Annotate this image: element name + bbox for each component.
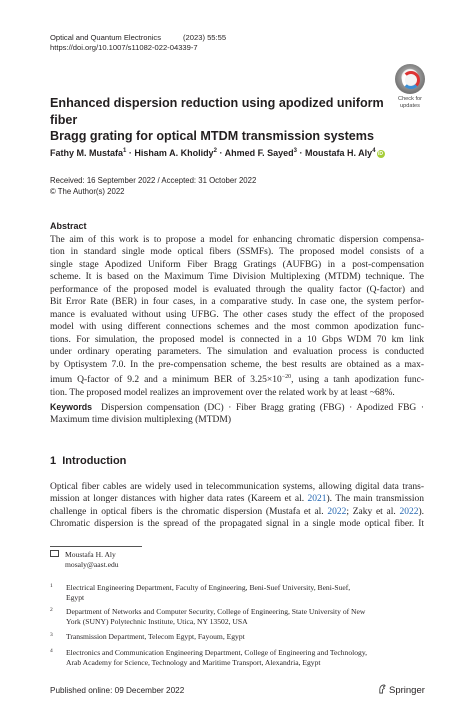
author-affiliation: 2 — [213, 148, 217, 154]
intro-line — [50, 493, 424, 505]
intro-text: ). — [418, 506, 425, 517]
copyright-notice: © The Author(s) 2022 — [50, 186, 125, 196]
abstract-line: performance of the proposed model is evaluated through the quality factor (Q-factor) and — [50, 284, 424, 295]
abstract-line: model with using different connections schemes and the most common apodization func- — [50, 322, 424, 333]
author-name[interactable]: Ahmed F. Sayed — [224, 148, 294, 158]
author-separator: · — [219, 148, 223, 158]
received-accepted-dates: Received: 16 September 2022 / Accepted: 31 October 2022 — [50, 176, 257, 185]
intro-text: challenge in optical fibers is the chromatic dispersion (Mustafa et al. — [50, 506, 328, 517]
affiliation-line: Electronics and Communication Engineering Department, College of Engineering and Technology, — [66, 648, 368, 657]
author-name[interactable]: Moustafa H. Aly — [305, 148, 373, 158]
intro-text: ; Zaky et al. — [346, 506, 400, 517]
author-affiliation: 1 — [123, 148, 127, 154]
corresponding-email[interactable]: mosaly@aast.edu — [65, 559, 119, 569]
abstract-line-end: , using a tanh apodization func- — [291, 375, 424, 386]
author-name[interactable]: Fathy M. Mustafa — [50, 148, 124, 158]
abstract-line: single stage Apodized Uniform Fiber Bragg Gratings (AUFBG) in a post-compensation — [50, 259, 424, 270]
citation-link[interactable]: 2022 — [327, 506, 347, 517]
abstract-text — [50, 234, 424, 399]
envelope-icon — [50, 550, 59, 557]
abstract-line: Bit Error Rate (BER) in four cases, in a comparative study. In case one, the system perfor- — [50, 297, 424, 308]
springer-horse-icon — [378, 684, 387, 694]
affiliation-number: 2 — [50, 607, 53, 613]
affiliation-line: Transmission Department, Telecom Egypt, Fayoum, Egypt — [66, 632, 245, 641]
publisher-logo — [378, 684, 425, 696]
affiliation-line: Egypt — [66, 592, 85, 602]
journal-citation: (2023) 55:55 — [183, 33, 227, 42]
abstract-heading: Abstract — [50, 221, 87, 231]
article-dates — [50, 176, 256, 197]
intro-text: mission at longer distances with higher data rates (Kareem et al. — [50, 494, 308, 505]
affiliation — [50, 632, 424, 642]
citation-link[interactable]: 2022 — [399, 506, 419, 517]
intro-text: ). The main transmission — [326, 494, 424, 505]
section-heading — [50, 455, 126, 467]
author-affiliation: 3 — [293, 148, 297, 154]
abstract-line: The aim of this work is to propose a model for enhancing chromatic dispersion compensa- — [50, 235, 424, 245]
keywords-line: Maximum time division multiplexing (MTDM) — [50, 415, 232, 426]
paper-title — [50, 95, 390, 145]
keywords-text: Dispersion compensation (DC) · Fiber Bragg grating (FBG) · Apodized FBG · — [101, 403, 425, 413]
affiliation-number: 4 — [50, 648, 53, 654]
affiliation-line: Department of Networks and Computer Security, College of Engineering, State University of New — [66, 607, 366, 616]
check-for-updates-icon — [395, 64, 425, 94]
affiliation — [50, 648, 424, 668]
intro-line: Optical fiber cables are widely used in telecommunication systems, allowing digital data trans- — [50, 482, 424, 492]
abstract-line: mance is evaluated without using UFBG. The other cases study the effect of the proposed — [50, 309, 424, 320]
author-affiliation: 4 — [372, 148, 376, 154]
author-list — [50, 148, 385, 158]
badge-line-1: Check for — [398, 96, 422, 102]
title-line: Bragg grating for optical MTDM transmission systems — [50, 129, 374, 143]
journal-name: Optical and Quantum Electronics — [50, 33, 162, 42]
affiliation — [50, 583, 424, 603]
affiliation-number: 1 — [50, 583, 53, 589]
journal-header — [50, 33, 226, 53]
abstract-line: scheme. It is based on the Maximum Time Division Multiplexing (MTDM) technique. The — [50, 272, 424, 283]
author-name[interactable]: Hisham A. Kholidy — [134, 148, 214, 158]
intro-line: Chromatic dispersion is the spread of the propagated signal in a single mode optical fiber. It — [50, 519, 424, 530]
abstract-line-start: imum Q-factor of 9.2 and a minimum BER of 3.25×10 — [50, 375, 282, 386]
keywords — [50, 401, 424, 427]
abstract-line-ber — [50, 371, 424, 387]
badge-line-2: updates — [400, 102, 420, 109]
title-line: Enhanced dispersion reduction using apodized uniform fiber — [50, 96, 384, 127]
author-separator: · — [128, 148, 132, 158]
abstract-line: tion in standard single mode optical fibers (SSMFs). The proposed model consists of a — [50, 247, 424, 258]
keywords-line — [50, 401, 424, 414]
introduction-text — [50, 481, 424, 531]
affiliation-line: Electrical Engineering Department, Faculty of Engineering, Beni-Suef University, Beni-Suef, — [66, 583, 351, 592]
affiliation-number: 3 — [50, 632, 53, 638]
abstract-line: tions. For simulation, the proposed model is connected in a 10 Gbps WDM 70 km link — [50, 334, 424, 345]
abstract-line: by Optisystem 7.0. In the pre-compensation scheme, the best results are obtained as a max- — [50, 359, 424, 370]
affiliation-line: Arab Academy for Science, Technology and Maritime Transport, Alexandria, Egypt — [66, 657, 321, 667]
abstract-line: tion. The proposed model realizes an improvement over the related work by at least ~68%. — [50, 387, 395, 398]
citation-link[interactable]: 2021 — [307, 494, 327, 505]
publisher-name: Springer — [389, 685, 425, 696]
intro-line — [50, 506, 424, 518]
check-for-updates-badge[interactable] — [391, 64, 429, 109]
keywords-label: Keywords — [50, 402, 93, 412]
corresponding-name: Moustafa H. Aly — [65, 550, 116, 559]
ber-exponent: −20 — [281, 373, 292, 380]
footnote-divider — [50, 546, 142, 547]
author-separator: · — [299, 148, 303, 158]
published-date: Published online: 09 December 2022 — [50, 686, 185, 695]
section-title: Introduction — [62, 455, 127, 467]
doi-link[interactable]: https://doi.org/10.1007/s11082-022-04339-7 — [50, 43, 198, 52]
section-number: 1 — [50, 455, 57, 467]
corresponding-author — [50, 550, 119, 570]
affiliation — [50, 607, 424, 627]
affiliation-line: York (SUNY) Polytechnic Institute, Utica, NY 13502, USA — [66, 616, 248, 626]
abstract-line: under ordinary operating parameters. The simulation and evaluation process is conducted — [50, 347, 424, 358]
orcid-icon[interactable]: iD — [378, 151, 384, 157]
